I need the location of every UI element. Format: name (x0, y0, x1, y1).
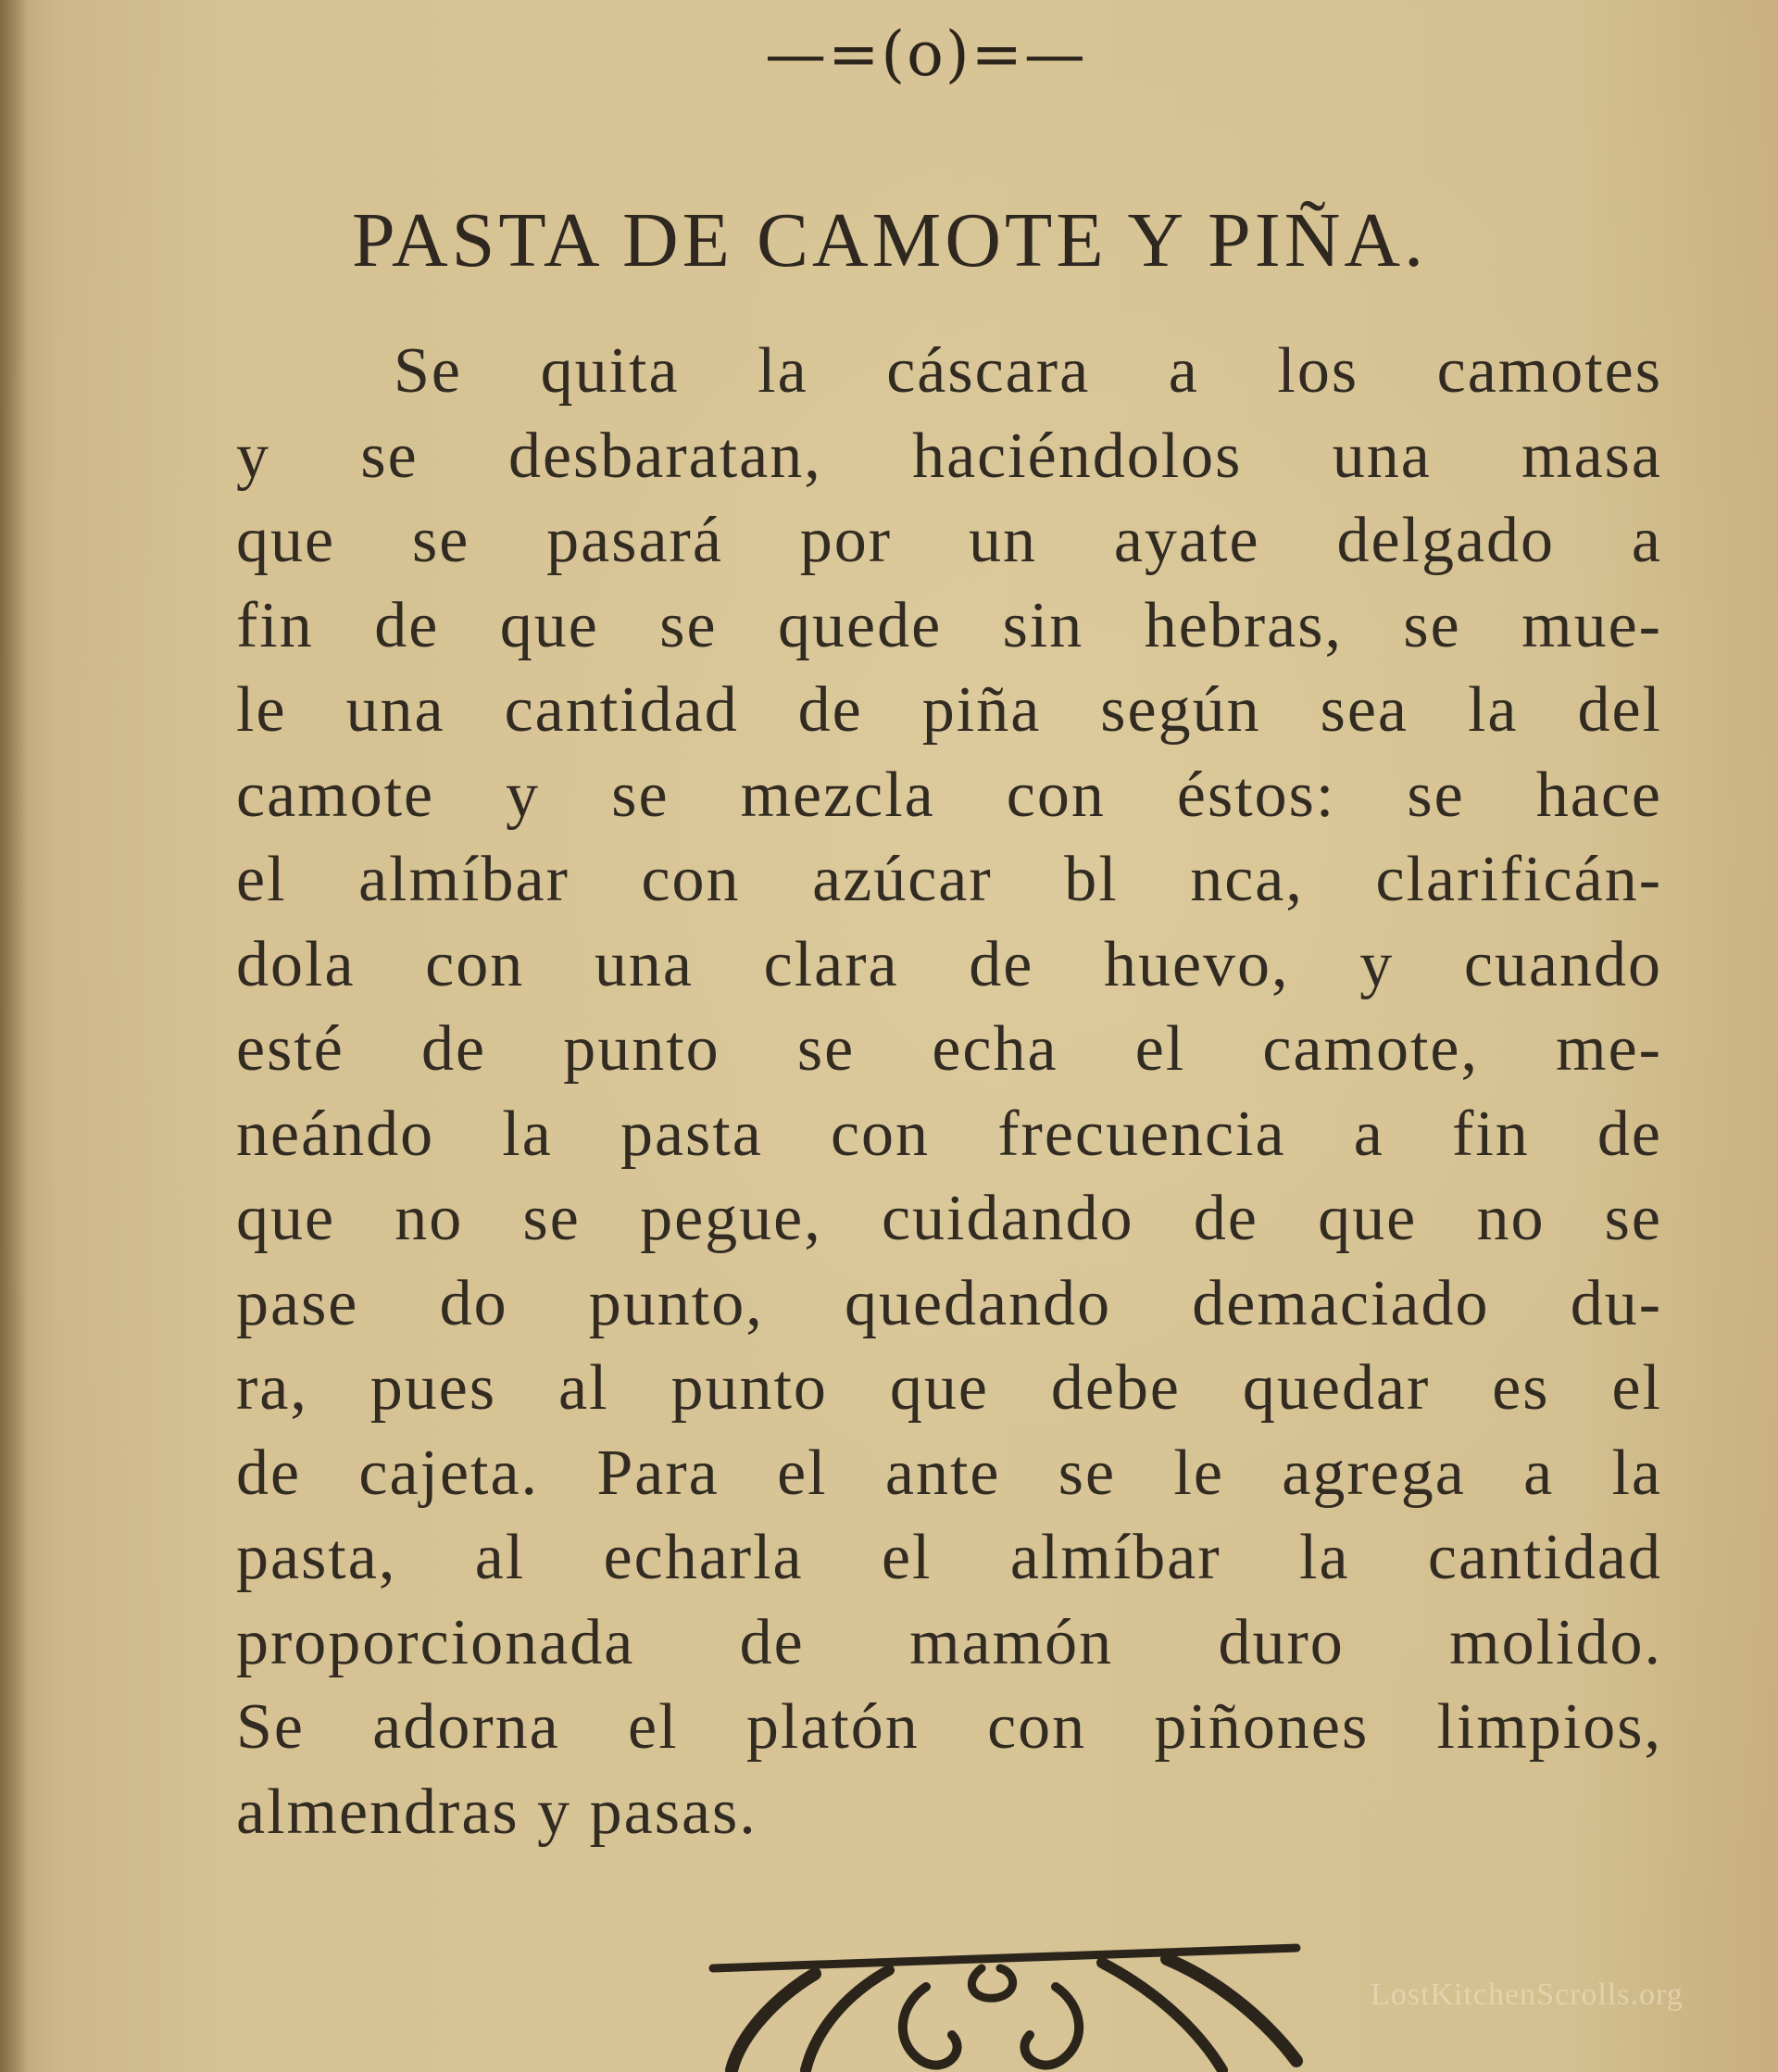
recipe-line: el almíbar con azúcar bl nca, clarificán- (236, 844, 1662, 915)
recipe-line: neándo la pasta con frecuencia a fin de (236, 1098, 1662, 1170)
ornament-flourish-left (732, 1974, 815, 2070)
recipe-line: pasta, al echarla el almíbar la cantidad (236, 1522, 1662, 1593)
ornament-rule (713, 1948, 1296, 1968)
recipe-line: esté de punto se echa el camote, me- (236, 1013, 1662, 1085)
recipe-line: Se adorna el platón con piñones limpios, (236, 1691, 1662, 1763)
recipe-title: PASTA DE CAMOTE Y PIÑA. (352, 197, 1428, 283)
header-ornament: —=(o)=— (765, 19, 1087, 90)
ornament-scroll-left (903, 1987, 958, 2066)
recipe-line: proporcionada de mamón duro molido. (236, 1606, 1662, 1678)
watermark: LostKitchenScrolls.org (1371, 1978, 1684, 2012)
ornament-flourish-left-2 (806, 1970, 889, 2070)
recipe-line: dola con una clara de huevo, y cuando (236, 928, 1662, 1000)
recipe-line: que se pasará por un ayate delgado a (236, 505, 1662, 576)
recipe-line: almendras y pasas. (236, 1776, 758, 1848)
recipe-line: que no se pegue, cuidando de que no se (236, 1183, 1662, 1254)
recipe-line: le una cantidad de piña según sea la del (236, 674, 1662, 746)
recipe-line: y se desbaratan, haciéndolos una masa (236, 420, 1662, 492)
recipe-line: Se quita la cáscara a los camotes (394, 335, 1662, 407)
footer-ornament (704, 1931, 1315, 2072)
recipe-body (236, 329, 1662, 1854)
recipe-line: camote y se mezcla con éstos: se hace (236, 759, 1662, 831)
ornament-scroll-right (1024, 1987, 1079, 2066)
ornament-scroll-center (971, 1968, 1012, 1998)
recipe-line: fin de que se quede sin hebras, se mue- (236, 589, 1662, 661)
recipe-line: ra, pues al punto que debe quedar es el (236, 1352, 1662, 1424)
recipe-line: pase do punto, quedando demaciado du- (236, 1267, 1662, 1339)
ornament-flourish-right-2 (1167, 1959, 1296, 2061)
recipe-line: de cajeta. Para el ante se le agrega a la (236, 1437, 1662, 1509)
